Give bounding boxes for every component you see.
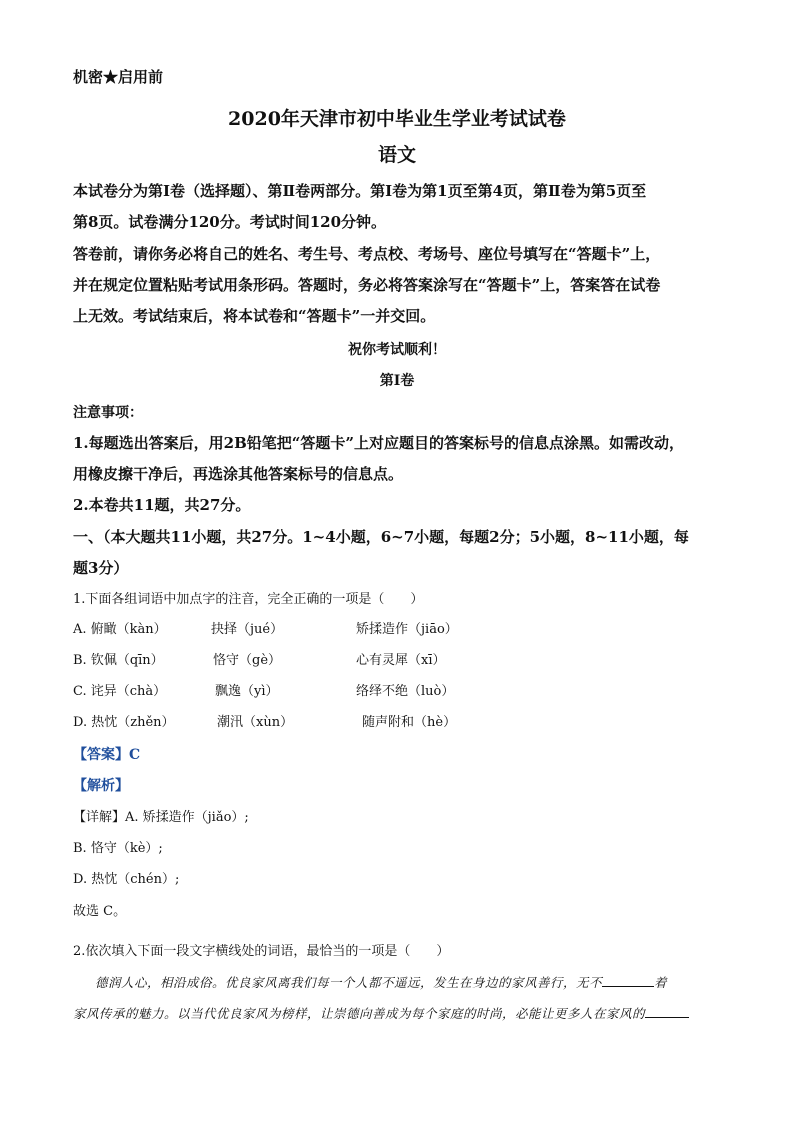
q1-analysis-label: 【解析】 (73, 778, 129, 794)
section-line-2: 题3分） (73, 559, 129, 577)
page-title: 2020年天津市初中毕业生学业考试试卷 (228, 108, 566, 130)
section-line-1: 一、（本大题共11小题，共27分。1~4小题，6~7小题，每题2分；5小题，8~11小题，每 (73, 528, 689, 546)
option-a-word-2: 抉择（jué） (211, 622, 284, 637)
option-d-word-3: 随声附和（hè） (362, 715, 457, 730)
option-d-word-1: D. 热忱（zhěn） (73, 715, 175, 730)
q1-conclusion: 故选 C。 (73, 904, 127, 919)
intro-line-1: 本试卷分为第Ⅰ卷（选择题）、第Ⅱ卷两部分。第Ⅰ卷为第1页至第4页，第Ⅱ卷为第5页至 (73, 182, 647, 200)
q1-detail-d: D. 热忱（chén）; (73, 872, 180, 887)
option-b-word-3: 心有灵犀（xī） (356, 653, 446, 668)
option-b-word-2: 恪守（gè） (213, 653, 282, 668)
q2-blank-1[interactable] (602, 974, 654, 987)
exam-wish: 祝你考试顺利！ (348, 342, 446, 358)
q1-answer: 【答案】C (73, 747, 141, 763)
q1-detail-b: B. 恪守（kè）; (73, 841, 163, 856)
part-label: 第Ⅰ卷 (379, 373, 415, 389)
notice-item-1a: 1.每题选出答案后，用2B铅笔把“答题卡”上对应题目的答案标号的信息点涂黑。如需改动， (73, 434, 685, 452)
q2-passage-text-1: 德润人心，相沿成俗。优良家风离我们每一个人都不遥远，发生在身边的家风善行，无不 (95, 975, 603, 990)
subject-title: 语文 (377, 144, 416, 166)
q2-passage-line-2 (73, 1004, 728, 1024)
intro-line-2: 第8页。试卷满分120分。考试时间120分钟。 (73, 213, 387, 231)
intro-line-5: 上无效。考试结束后，将本试卷和“答题卡”一并交回。 (73, 307, 436, 325)
intro-line-3: 答卷前，请你务必将自己的姓名、考生号、考点校、考场号、座位号填写在“答题卡”上， (73, 245, 661, 263)
option-d-word-2: 潮汛（xùn） (217, 715, 294, 730)
option-c-word-3: 络绎不绝（luò） (356, 684, 455, 699)
notice-item-1b: 用橡皮擦干净后，再选涂其他答案标号的信息点。 (73, 465, 404, 483)
option-a-word-3: 矫揉造作（jiāo） (356, 622, 458, 637)
q2-passage-text-1b: 着 (654, 975, 668, 990)
notice-heading: 注意事项： (73, 405, 143, 421)
q1-stem: 1.下面各组词语中加点字的注音，完全正确的一项是（ ） (73, 592, 424, 607)
option-c-word-1: C. 诧异（chà） (73, 684, 167, 699)
option-c-word-2: 飘逸（yì） (215, 684, 279, 699)
q2-passage-line-1 (95, 973, 728, 993)
q1-detail: 【详解】A. 矫揉造作（jiǎo）; (73, 810, 249, 825)
q2-stem: 2.依次填入下面一段文字横线处的词语，最恰当的一项是（ ） (73, 944, 450, 959)
confidential-label: 机密★启用前 (73, 68, 164, 86)
intro-line-4: 并在规定位置粘贴考试用条形码。答题时，务必将答案涂写在“答题卡”上，答案答在试卷 (73, 276, 661, 294)
q2-blank-2[interactable] (645, 1005, 689, 1018)
notice-item-2: 2.本卷共11题，共27分。 (73, 496, 251, 514)
option-b-word-1: B. 钦佩（qīn） (73, 653, 164, 668)
q2-passage-text-2: 家风传承的魅力。以当代优良家风为榜样，让崇德向善成为每个家庭的时尚，必能让更多人在家风的 (73, 1006, 646, 1021)
option-a-word-1: A. 俯瞰（kàn） (73, 622, 167, 637)
